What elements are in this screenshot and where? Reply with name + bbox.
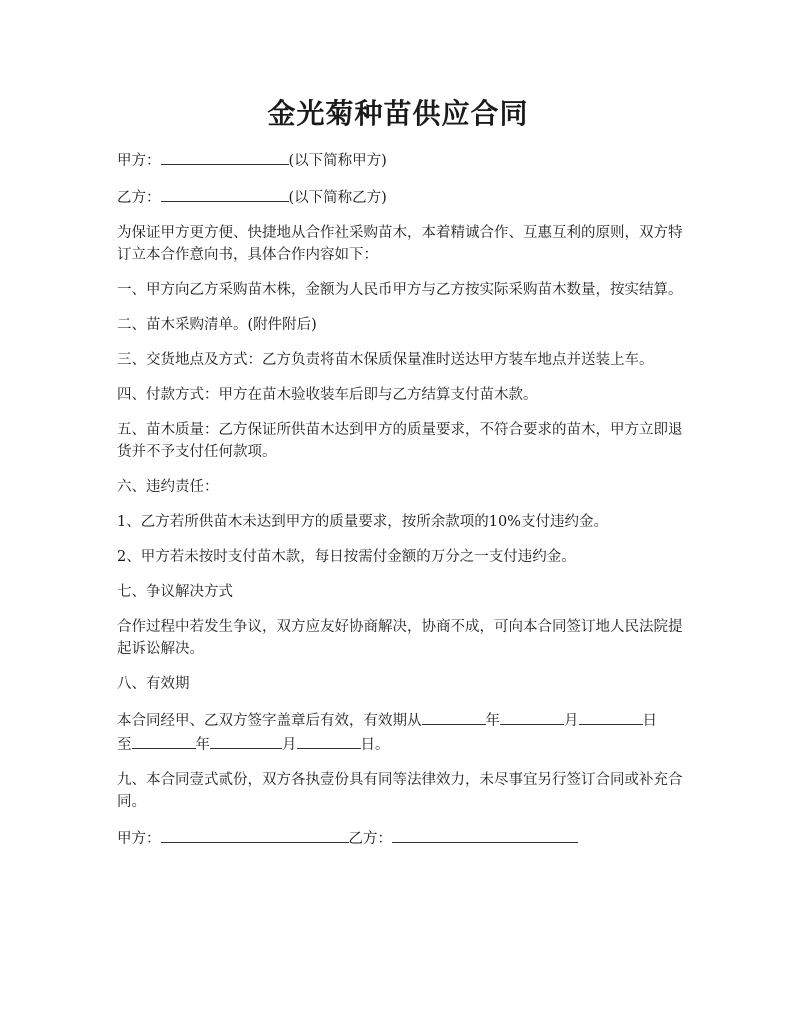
- end-period: 。: [375, 737, 390, 753]
- party-b-blank: [161, 185, 289, 202]
- clause-1: 一、甲方向乙方采购苗木株，金额为人民币甲方与乙方按实际采购苗木数量，按实结算。: [117, 282, 683, 298]
- start-year-label: 年: [485, 713, 500, 729]
- start-month-label: 月: [564, 713, 579, 729]
- clause-9: 九、本合同壹式贰份，双方各执壹份具有同等法律效力，未尽事宜另行签订合同或补充合同。: [117, 772, 683, 810]
- clause-7-heading: 七、争议解决方式: [117, 584, 233, 600]
- party-a-suffix: (以下简称甲方): [288, 153, 387, 169]
- clause-4: 四、付款方式：甲方在苗木验收装车后即与乙方结算支付苗木款。: [117, 387, 538, 403]
- signature-line: [117, 826, 683, 850]
- document-title: 金光菊种苗供应合同: [267, 97, 529, 130]
- start-year-blank: [422, 708, 486, 725]
- end-day-blank: [297, 732, 361, 749]
- party-b-label: 乙方：: [117, 190, 161, 206]
- party-b-line: [117, 185, 683, 209]
- clause-7-body: 合作过程中若发生争议，双方应友好协商解决，协商不成，可向本合同签订地人民法院提起诉讼解决。: [117, 619, 683, 657]
- party-a-label: 甲方：: [117, 153, 161, 169]
- to-label: 至: [117, 737, 132, 753]
- validity-prefix: 本合同经甲、乙双方签字盖章后有效，有效期从: [117, 713, 422, 729]
- clause-5: 五、苗木质量：乙方保证所供苗木达到甲方的质量要求，不符合要求的苗木，甲方立即退货并不予支付任何款项。: [117, 422, 683, 460]
- sign-b-blank: [392, 826, 578, 843]
- clause-2: 二、苗木采购清单。(附件附后): [117, 317, 317, 333]
- document-body: [117, 148, 683, 863]
- clause-6-item-1: 1、乙方若所供苗木未达到甲方的质量要求，按所余款项的10%支付违约金。: [117, 514, 608, 530]
- sign-b-label: 乙方：: [348, 831, 392, 847]
- start-day-blank: [579, 708, 643, 725]
- end-year-blank: [132, 732, 196, 749]
- clause-3: 三、交货地点及方式：乙方负责将苗木保质保量准时送达甲方装车地点并送装上车。: [117, 352, 654, 368]
- party-b-suffix: (以下简称乙方): [288, 190, 387, 206]
- end-month-label: 月: [282, 737, 297, 753]
- end-day-label: 日: [360, 737, 375, 753]
- clause-8-body: [117, 708, 683, 756]
- start-month-blank: [500, 708, 564, 725]
- end-year-label: 年: [195, 737, 210, 753]
- end-month-blank: [210, 732, 282, 749]
- clause-6-item-2: 2、甲方若未按时支付苗木款，每日按需付金额的万分之一支付违约金。: [117, 549, 576, 565]
- start-day-label: 日: [642, 713, 657, 729]
- clause-6-heading: 六、违约责任：: [117, 479, 219, 495]
- intro-paragraph: 为保证甲方更方便、快捷地从合作社采购苗木，本着精诚合作、互惠互利的原则，双方特订立本合作意向书，具体合作内容如下：: [117, 225, 683, 263]
- party-a-line: [117, 148, 683, 172]
- party-a-blank: [161, 148, 289, 165]
- sign-a-blank: [161, 826, 349, 843]
- clause-8-heading: 八、有效期: [117, 676, 190, 692]
- sign-a-label: 甲方：: [117, 831, 161, 847]
